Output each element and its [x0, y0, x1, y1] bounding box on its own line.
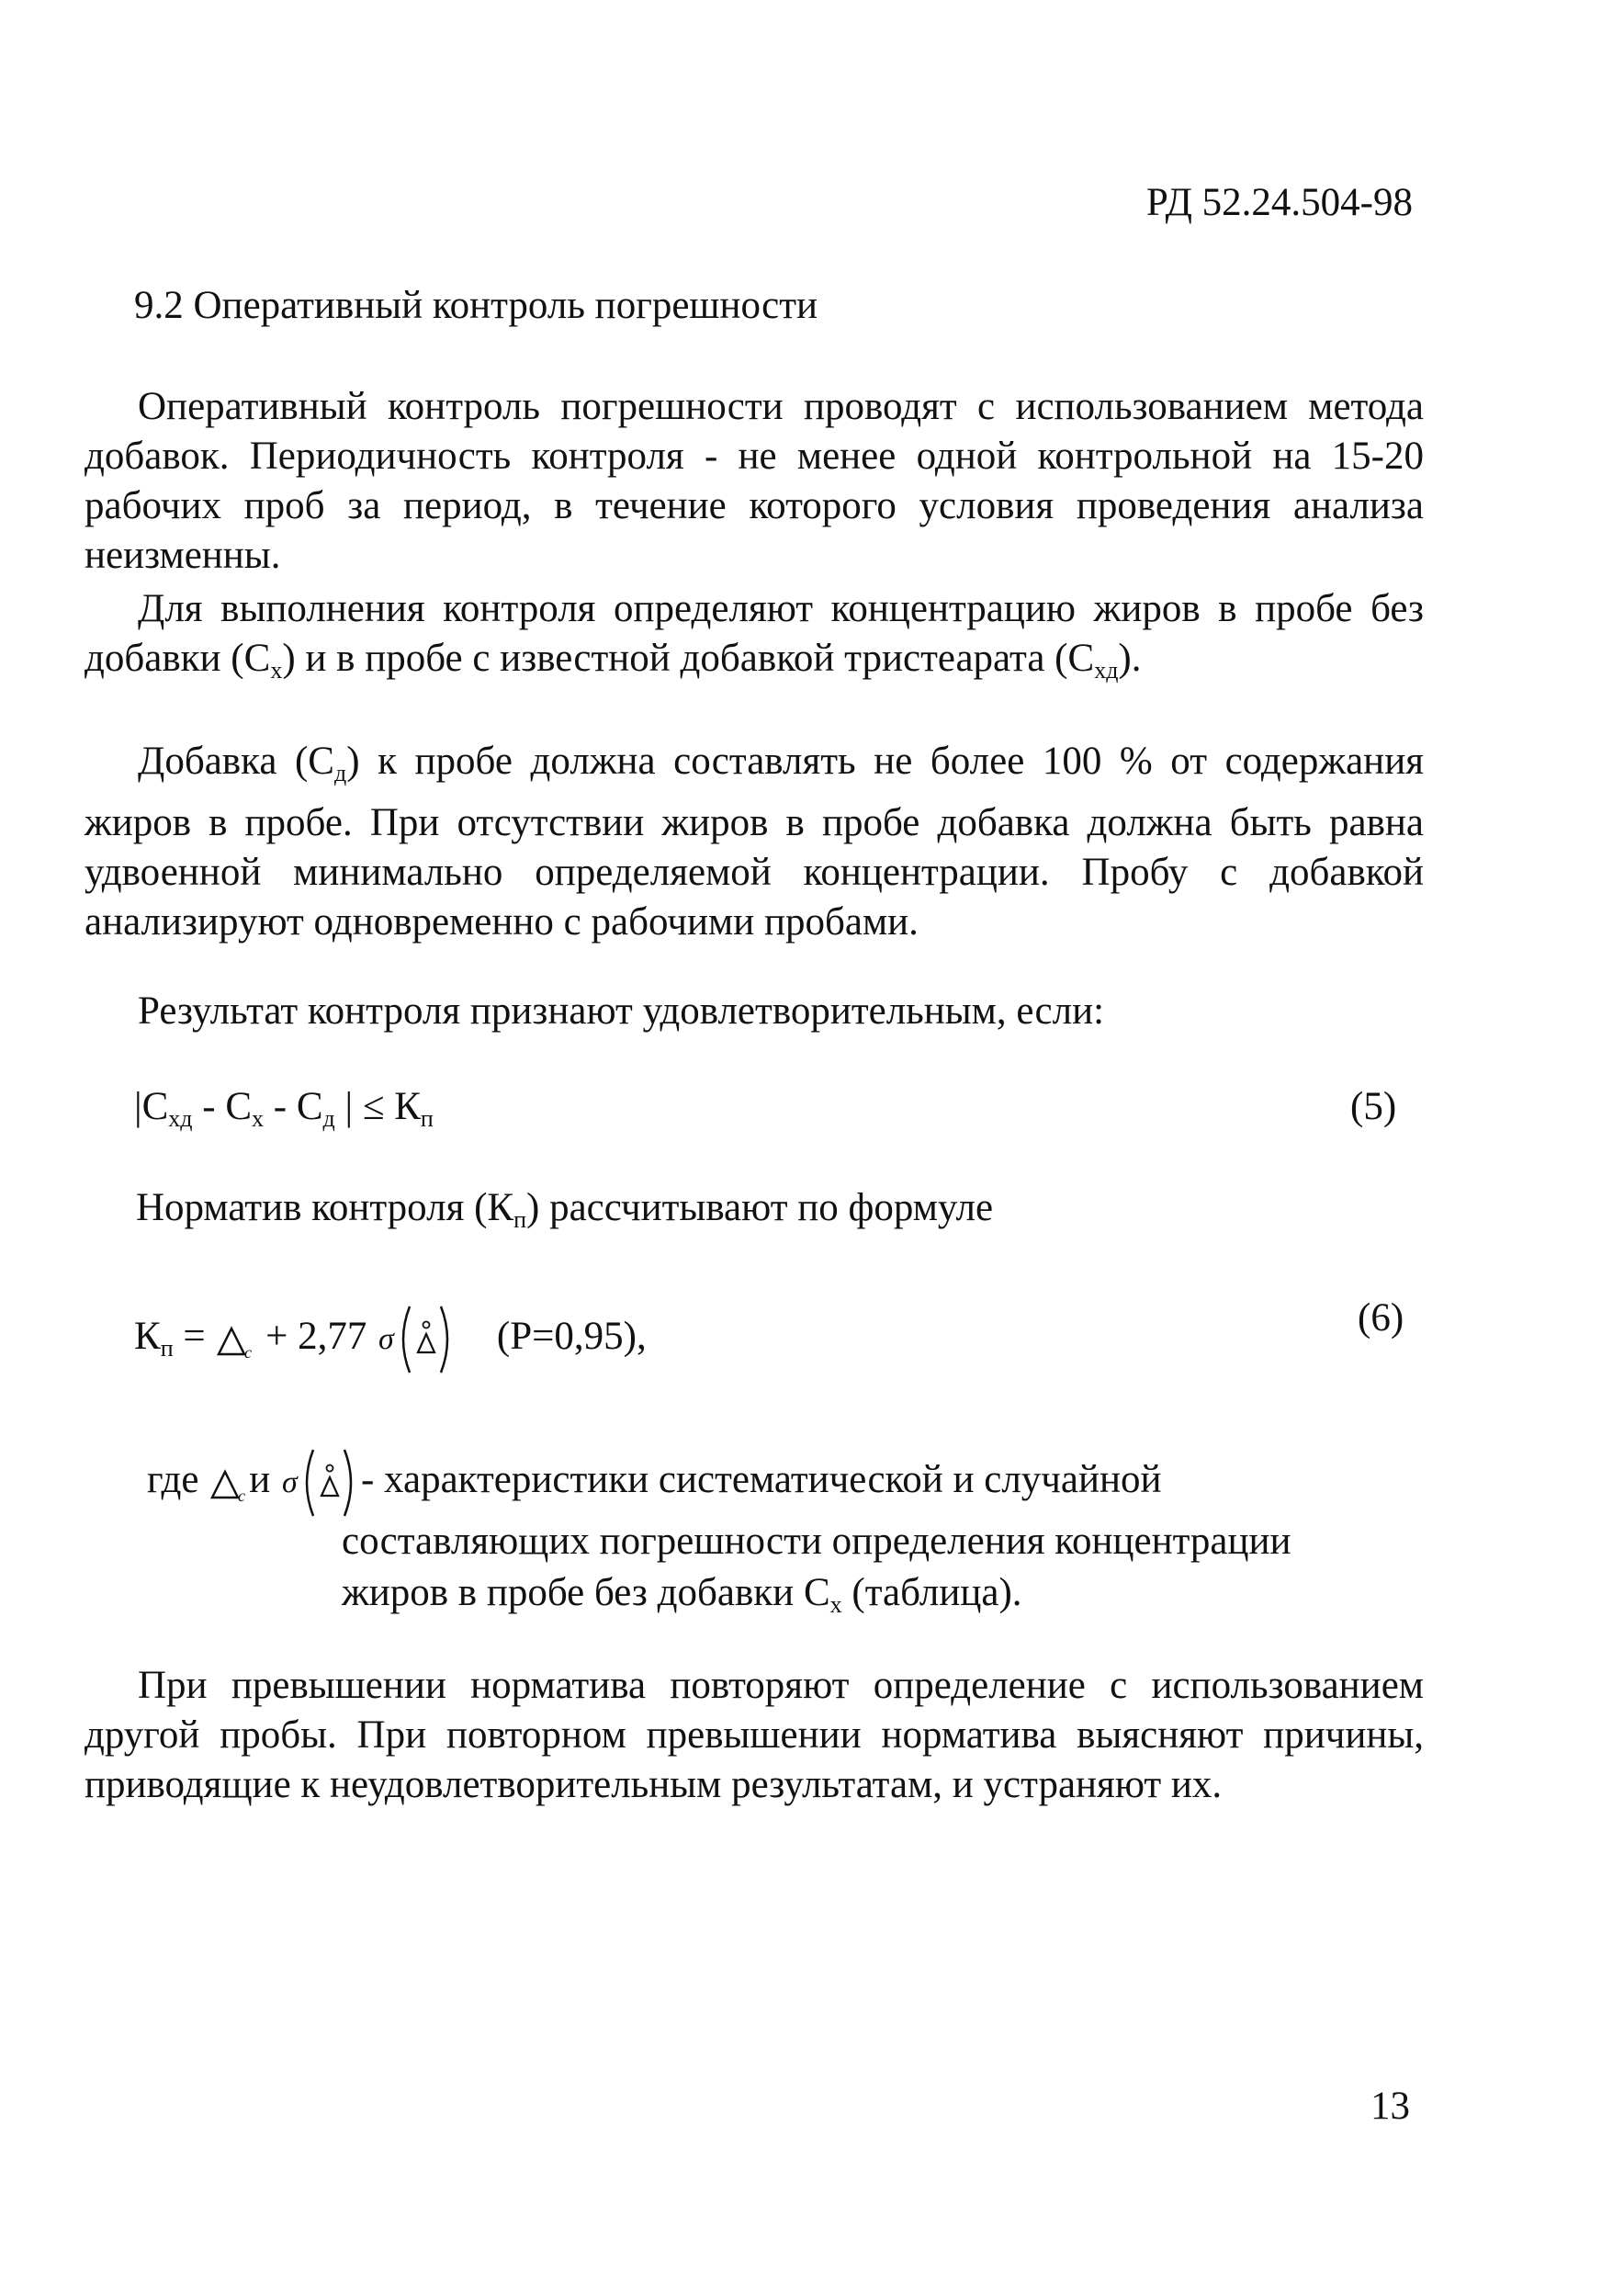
- paragraph-additive-text-a: Добавка (С: [138, 740, 334, 783]
- delta-c-symbol: [209, 1461, 249, 1505]
- paragraph-method: [85, 382, 1424, 581]
- formula-5-part: - С: [264, 1085, 323, 1128]
- where-and: и: [249, 1457, 280, 1501]
- formula-6-plus: + 2,77: [255, 1314, 378, 1358]
- document-code: РД 52.24.504-98: [1145, 181, 1413, 224]
- paragraph-control: [85, 584, 1424, 695]
- equation-number-5: (5): [1350, 1085, 1397, 1128]
- paragraph-result: [85, 987, 1424, 1036]
- paragraph-exceed-text: При превышении норматива повторяют определение с использованием другой пробы. При повторном превышении норматива выясняют причины, приводящие к неудовлетворительным результатам, и устраняют их.: [85, 1664, 1424, 1806]
- formula-5-part: |С: [134, 1085, 169, 1128]
- svg-text:c: c: [244, 1343, 253, 1362]
- sigma-delta-symbol: [280, 1439, 361, 1527]
- svg-text:σ: σ: [281, 1465, 298, 1499]
- formula-5-sub: х: [252, 1105, 265, 1132]
- formula-5-sub: п: [420, 1105, 434, 1132]
- sigma-delta-symbol: [377, 1295, 457, 1384]
- formula-6-condition: (Р=0,95),: [496, 1314, 647, 1358]
- formula-5-part: - С: [192, 1085, 253, 1128]
- paragraph-additive: [85, 737, 1424, 947]
- svg-text:c: c: [238, 1487, 246, 1505]
- norm-text-b: ) рассчитывают по формуле: [526, 1186, 994, 1229]
- paragraph-method-text: Оперативный контроль погрешности проводят с использованием метода добавок. Периодичность контроля - не менее одной контрольной на 15-20 рабочих проб за период, в течение которого условия проведения анализа неизменны.: [85, 385, 1424, 577]
- where-cont-a: составляющих погрешности определения концентрации жиров в пробе без добавки С: [342, 1520, 1291, 1614]
- paragraph-exceed: [85, 1661, 1424, 1810]
- where-cont-b: (таблица).: [841, 1571, 1022, 1614]
- formula-6-lhs: К: [134, 1314, 161, 1358]
- where-line: [147, 1439, 1162, 1527]
- formula-6-eq: =: [173, 1314, 216, 1358]
- paragraph-control-text-c: ).: [1118, 637, 1142, 680]
- subscript-x: х: [270, 657, 283, 684]
- where-lead: где: [147, 1457, 209, 1501]
- subscript-d: д: [333, 760, 347, 786]
- formula-6-lhs-sub: п: [160, 1334, 174, 1362]
- paragraph-control-text-b: ) и в пробе с известной добавкой тристеарата (С: [282, 637, 1095, 680]
- section-title: 9.2 Оперативный контроль погрешности: [134, 284, 818, 327]
- formula-5: [134, 1084, 434, 1133]
- where-continuation: [342, 1516, 1389, 1631]
- norm-text: [136, 1185, 993, 1234]
- where-rest: - характеристики систематической и случайной: [360, 1457, 1162, 1501]
- paragraph-control-text-a: Для выполнения контроля определяют концентрацию жиров в пробе без добавки (С: [85, 587, 1424, 680]
- paragraph-result-text: Результат контроля признают удовлетворительным, если:: [138, 989, 1105, 1033]
- equation-number-6: (6): [1358, 1296, 1404, 1340]
- norm-text-a: Норматив контроля (К: [136, 1186, 514, 1229]
- where-cont-sub: х: [829, 1591, 842, 1618]
- formula-6: [134, 1295, 647, 1384]
- page-number: 13: [1370, 2085, 1410, 2128]
- delta-c-symbol: [215, 1317, 255, 1362]
- formula-5-sub: хд: [168, 1105, 193, 1132]
- formula-5-sub: д: [322, 1105, 335, 1132]
- subscript-xd: хд: [1094, 657, 1119, 684]
- norm-text-sub: п: [513, 1206, 527, 1233]
- paragraph-additive-text-b: ) к пробе должна составлять не более 100 % от содержания жиров в пробе. При отсутствии жиров в пробе добавка должна быть равна удвоенной минимально определяемой концентрации. Пробу с добавкой анализируют одновременно с рабочими пробами.: [85, 740, 1424, 944]
- formula-5-part: | ≤ К: [334, 1085, 421, 1128]
- svg-text:σ: σ: [378, 1322, 394, 1356]
